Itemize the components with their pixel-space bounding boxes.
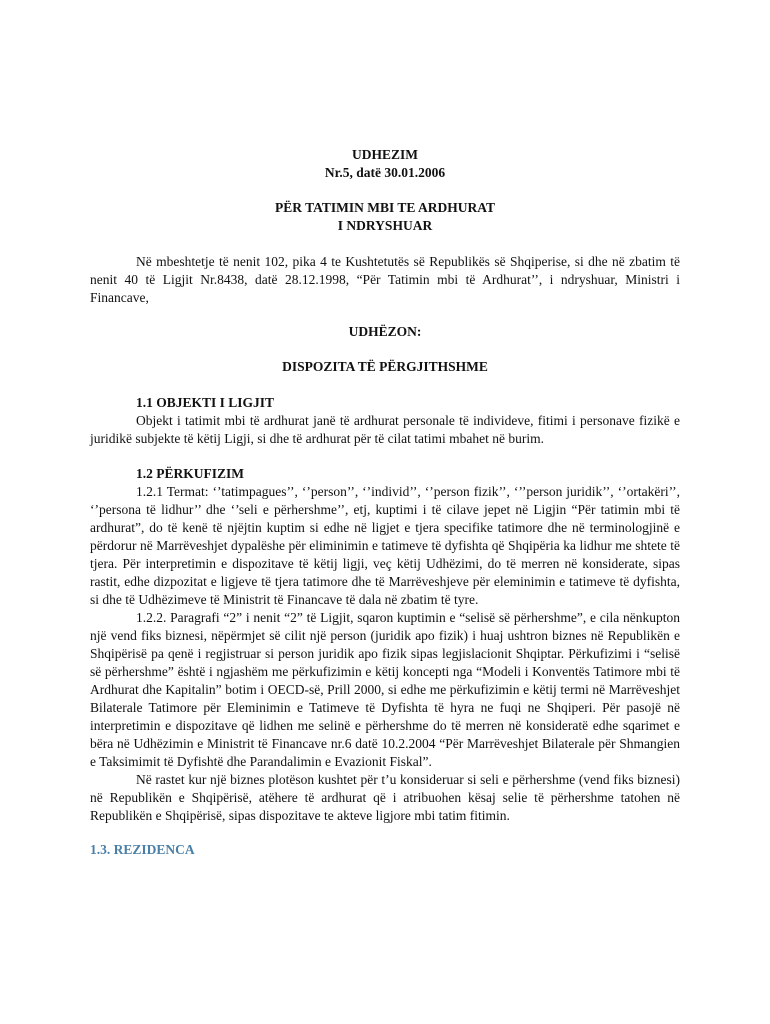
document-subject-line-1: PËR TATIMIN MBI TE ARDHURAT bbox=[274, 200, 496, 215]
section-1-1-heading: 1.1 OBJEKTI I LIGJIT bbox=[136, 395, 275, 410]
general-provisions-heading: DISPOZITA TË PËRGJITHSHME bbox=[282, 359, 488, 374]
document-subject-line-2: I NDRYSHUAR bbox=[337, 218, 433, 233]
document-header bbox=[90, 146, 680, 235]
section-1-2-2-paragraph: 1.2.2. Paragrafi “2” i nenit “2” të Ligjit, sqaron kuptimin e “selisë së përhershme”, e cila nënkupton një vend fiks biznesi, nëpërmjet së cilit një person (juridik apo fizik) i huaj ushtron biznes në Republikën e Shqipërisë pa qenë i regjistruar si person juridik apo fizik sipas legjislacionit Shqiptar. Përkufizimi i “selisë së përhershme” është i ngjashëm me përkufizimin e këtij koncepti nga “Modeli i Konventës Tatimore mbi të Ardhurat dhe Kapitalin” botim i OECD-së, Prill 2000, si edhe me përkufizimin e këtij termi në Marrëveshjet Bilaterale Tatimore për Eleminimin e Tatimeve të Dyfishta të hyra ne fuqi ne Shqiperi. Për pasojë në interpretimin e dispozitave që lidhen me selinë e përhershme do të merren në konsideratë edhe sqarimet e bëra në Udhëzimin e Ministrit të Financave nr.6 datë 10.2.2004 “Për Marrëveshjet Bilaterale për Shmangien e Taksimimit të Dyfishtë dhe Parandalimin e Evazionit Fiskal”. bbox=[90, 610, 680, 769]
directive-heading: UDHËZON: bbox=[348, 324, 422, 339]
document-number: Nr.5, datë 30.01.2006 bbox=[324, 165, 446, 180]
document-title: UDHEZIM bbox=[351, 147, 418, 162]
section-1-1-paragraph: Objekt i tatimit mbi të ardhurat janë të ardhurat personale të individeve, fitimi i personave fizikë e juridikë subjekte të këtij Ligji, si dhe të ardhurat për të cilat tatimi mbahet në burim. bbox=[90, 413, 680, 446]
section-1-3-heading: 1.3. REZIDENCA bbox=[90, 842, 195, 857]
section-1-2-heading: 1.2 PËRKUFIZIM bbox=[136, 466, 244, 481]
section-1-2-1-paragraph: 1.2.1 Termat: ‘’tatimpagues’’, ‘’person’’, ‘’individ’’, ‘’person fizik’’, ‘’’person juridik’’, ‘’ortakëri’’, ‘’persona të lidhur’’ dhe ‘’seli e përhershme’’, etj, kuptimi i të cilave jepet në Ligjin “Për tatimin mbi të ardhurat”, do të kenë të njëjtin kuptim si edhe në ligjet e tjera specifike tatimore dhe në terminologjinë e përdorur në Marrëveshjet dypalëshe për eliminimin e tatimeve të dyfishta që Shqipëria ka lidhur me shtete të tjera. Për interpretimin e dispozitave të këtij ligji, veç këtij Udhëzimi, do të merren në konsiderate, sipas rastit, edhe dizpozitat e ligjeve të tjera tatimore dhe të Marrëveshjeve për eleminimin e tatimeve të dyfishta, si dhe të Udhëzimeve të Ministrit të Financave të dala në zbatim të tyre. bbox=[90, 484, 680, 607]
section-1-2-3-paragraph: Në rastet kur një biznes plotëson kushtet për t’u konsideruar si seli e përhershme (vend fiks biznesi) në Republikën e Shqipërisë, atëhere të ardhurat që i atribuohen kësaj selie të përhershme tatohen në Republikën e Shqipërisë, sipas dispozitave te akteve ligjore mbi tatim fitimin. bbox=[90, 772, 680, 823]
preamble-paragraph: Në mbeshtetje të nenit 102, pika 4 te Kushtetutës së Republikës së Shqiperise, si dhe në zbatim të nenit 40 të Ligjit Nr.8438, datë 28.12.1998, “Për Tatimin mbi të Ardhurat’’, i ndryshuar, Ministri i Financave, bbox=[90, 254, 680, 305]
